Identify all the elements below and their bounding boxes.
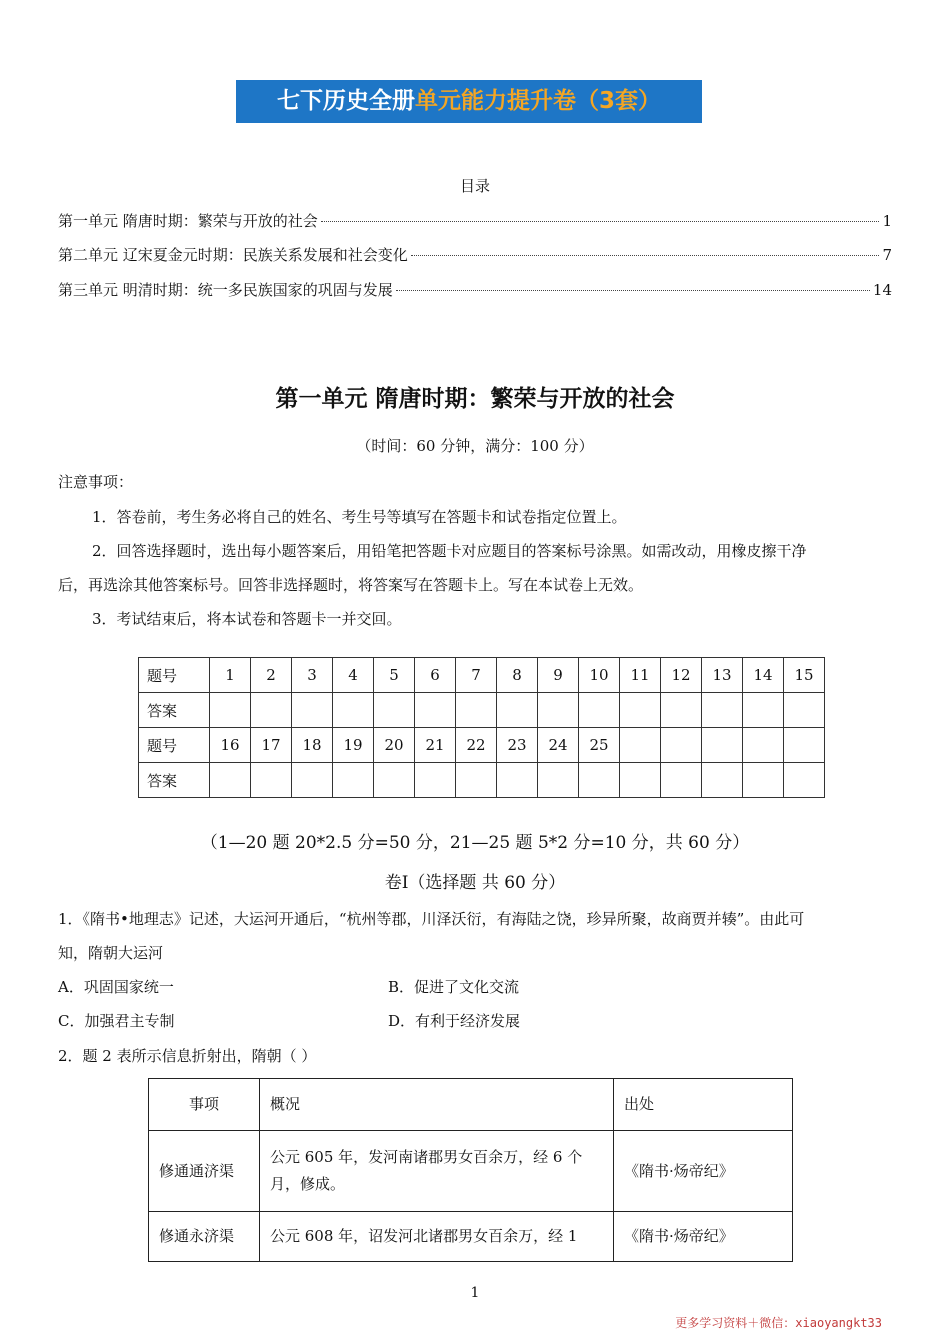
grid-q-num: 24 bbox=[538, 728, 579, 763]
toc-leader bbox=[411, 255, 880, 256]
answer-grid-row-numbers-2 bbox=[139, 728, 825, 763]
grid-q-num bbox=[743, 728, 784, 763]
banner-title-part1: 七下历史全册 bbox=[276, 88, 415, 114]
grid-q-num: 9 bbox=[538, 658, 579, 693]
answer-cell[interactable] bbox=[538, 693, 579, 728]
answer-cell[interactable] bbox=[292, 763, 333, 798]
answer-cell[interactable] bbox=[415, 763, 456, 798]
grid-q-num: 13 bbox=[702, 658, 743, 693]
grid-q-num: 17 bbox=[251, 728, 292, 763]
answer-grid-row-answers-1 bbox=[139, 693, 825, 728]
grid-q-num: 6 bbox=[415, 658, 456, 693]
answer-cell[interactable] bbox=[743, 693, 784, 728]
grid-label-a: 答案 bbox=[139, 763, 210, 798]
answer-cell[interactable] bbox=[784, 763, 825, 798]
toc-item[interactable] bbox=[58, 210, 892, 231]
grid-q-num bbox=[702, 728, 743, 763]
toc-item-page: 1 bbox=[882, 212, 892, 230]
grid-q-num: 19 bbox=[333, 728, 374, 763]
q2-cell-item: 修通永济渠 bbox=[149, 1212, 260, 1262]
footer-text: 更多学习资料＋微信： bbox=[675, 1316, 796, 1330]
grid-q-num: 18 bbox=[292, 728, 333, 763]
footer-wechat-id: xiaoyangkt33 bbox=[795, 1316, 882, 1330]
answer-cell[interactable] bbox=[374, 693, 415, 728]
grid-q-num: 25 bbox=[579, 728, 620, 763]
answer-grid bbox=[138, 657, 825, 798]
grid-q-num: 5 bbox=[374, 658, 415, 693]
unit-title: 第一单元 隋唐时期：繁荣与开放的社会 bbox=[275, 386, 675, 412]
note-1: 1．答卷前，考生务必将自己的姓名、考生号等填写在答题卡和试卷指定位置上。 bbox=[92, 508, 627, 526]
grid-q-num: 4 bbox=[333, 658, 374, 693]
note-2-line-1: 2．回答选择题时，选出每小题答案后，用铅笔把答题卡对应题目的答案标号涂黑。如需改动，用橡皮擦干净 bbox=[92, 542, 807, 560]
toc-item-label: 第一单元 隋唐时期：繁荣与开放的社会 bbox=[58, 212, 318, 230]
answer-cell[interactable] bbox=[497, 693, 538, 728]
grid-q-num: 14 bbox=[743, 658, 784, 693]
table-row bbox=[149, 1212, 793, 1262]
grid-q-num bbox=[661, 728, 702, 763]
q2-col-header: 事项 bbox=[149, 1079, 260, 1131]
answer-cell[interactable] bbox=[456, 763, 497, 798]
answer-cell[interactable] bbox=[210, 763, 251, 798]
q2-col-header: 出处 bbox=[614, 1079, 793, 1131]
q2-cell-source: 《隋书·炀帝纪》 bbox=[614, 1131, 793, 1212]
q1-stem-line-2: 知，隋朝大运河 bbox=[58, 944, 164, 962]
toc-leader bbox=[321, 221, 880, 222]
toc-item-label: 第二单元 辽宋夏金元时期：民族关系发展和社会变化 bbox=[58, 246, 408, 264]
footer-promo bbox=[675, 1314, 882, 1331]
grid-q-num: 11 bbox=[620, 658, 661, 693]
answer-cell[interactable] bbox=[333, 763, 374, 798]
answer-cell[interactable] bbox=[374, 763, 415, 798]
grid-q-num bbox=[620, 728, 661, 763]
q1-option-c[interactable]: C．加强君主专制 bbox=[58, 1012, 175, 1030]
score-breakdown: （1—20 题 20*2.5 分=50 分，21—25 题 5*2 分=10 分，共 60 分） bbox=[200, 833, 750, 853]
answer-cell[interactable] bbox=[497, 763, 538, 798]
answer-cell[interactable] bbox=[210, 693, 251, 728]
grid-q-num: 16 bbox=[210, 728, 251, 763]
answer-cell[interactable] bbox=[251, 693, 292, 728]
answer-cell[interactable] bbox=[620, 693, 661, 728]
answer-cell[interactable] bbox=[743, 763, 784, 798]
q2-col-header: 概况 bbox=[260, 1079, 614, 1131]
answer-cell[interactable] bbox=[415, 693, 456, 728]
grid-q-num: 20 bbox=[374, 728, 415, 763]
toc-leader bbox=[396, 290, 870, 291]
answer-cell[interactable] bbox=[784, 693, 825, 728]
toc-item-page: 14 bbox=[872, 281, 892, 299]
title-banner bbox=[236, 80, 702, 123]
answer-cell[interactable] bbox=[292, 693, 333, 728]
answer-cell[interactable] bbox=[579, 693, 620, 728]
q2-stem: 2．题 2 表所示信息折射出，隋朝（ ） bbox=[58, 1047, 317, 1065]
answer-cell[interactable] bbox=[579, 763, 620, 798]
answer-cell[interactable] bbox=[251, 763, 292, 798]
q2-cell-desc-line: 公元 608 年，诏发河北诸郡男女百余万，经 1 bbox=[270, 1227, 578, 1245]
grid-q-num: 15 bbox=[784, 658, 825, 693]
grid-q-num: 2 bbox=[251, 658, 292, 693]
note-2-line-2: 后，再选涂其他答案标号。回答非选择题时，将答案写在答题卡上。写在本试卷上无效。 bbox=[58, 576, 644, 594]
grid-label-q: 题号 bbox=[139, 728, 210, 763]
q2-cell-desc bbox=[260, 1131, 614, 1212]
answer-cell[interactable] bbox=[702, 763, 743, 798]
grid-label-a: 答案 bbox=[139, 693, 210, 728]
q1-option-a[interactable]: A．巩固国家统一 bbox=[58, 978, 174, 996]
grid-q-num: 21 bbox=[415, 728, 456, 763]
page-number: 1 bbox=[470, 1285, 480, 1301]
answer-cell[interactable] bbox=[538, 763, 579, 798]
q2-cell-item: 修通通济渠 bbox=[149, 1131, 260, 1212]
toc-item[interactable] bbox=[58, 244, 892, 265]
answer-cell[interactable] bbox=[456, 693, 497, 728]
answer-cell[interactable] bbox=[702, 693, 743, 728]
grid-q-num: 7 bbox=[456, 658, 497, 693]
notes-heading: 注意事项： bbox=[58, 473, 134, 491]
grid-q-num: 3 bbox=[292, 658, 333, 693]
answer-cell[interactable] bbox=[620, 763, 661, 798]
answer-cell[interactable] bbox=[661, 763, 702, 798]
answer-cell[interactable] bbox=[333, 693, 374, 728]
grid-label-q: 题号 bbox=[139, 658, 210, 693]
toc-title: 目录 bbox=[459, 177, 490, 195]
q2-info-table bbox=[148, 1078, 793, 1262]
q2-cell-desc-line: 公元 605 年，发河南诸郡男女百余万，经 6 个 bbox=[270, 1148, 583, 1166]
answer-cell[interactable] bbox=[661, 693, 702, 728]
grid-q-num: 1 bbox=[210, 658, 251, 693]
q2-table-header-row bbox=[149, 1079, 793, 1131]
q1-option-d[interactable]: D．有利于经济发展 bbox=[388, 1012, 521, 1030]
q2-cell-desc-line: 月，修成。 bbox=[270, 1175, 346, 1193]
q1-stem-line-1: 1．《隋书•地理志》记述，大运河开通后，“杭州等郡，川泽沃衍，有海陆之饶，珍异所聚，故商贾并辏”。由此可 bbox=[58, 910, 805, 928]
grid-q-num: 22 bbox=[456, 728, 497, 763]
section-title: 卷I（选择题 共 60 分） bbox=[384, 873, 566, 893]
toc-item-page: 7 bbox=[882, 246, 892, 264]
answer-grid-row-answers-2 bbox=[139, 763, 825, 798]
q2-cell-source: 《隋书·炀帝纪》 bbox=[614, 1212, 793, 1262]
toc-item-label: 第三单元 明清时期：统一多民族国家的巩固与发展 bbox=[58, 281, 393, 299]
grid-q-num: 8 bbox=[497, 658, 538, 693]
banner-title-part2: 单元能力提升卷（3套） bbox=[414, 88, 661, 114]
answer-grid-row-numbers-1 bbox=[139, 658, 825, 693]
q2-cell-desc bbox=[260, 1212, 614, 1262]
q1-option-b[interactable]: B．促进了文化交流 bbox=[388, 978, 520, 996]
exam-subtitle: （时间：60 分钟，满分：100 分） bbox=[356, 437, 594, 455]
grid-q-num: 12 bbox=[661, 658, 702, 693]
grid-q-num bbox=[784, 728, 825, 763]
grid-q-num: 10 bbox=[579, 658, 620, 693]
toc-item[interactable] bbox=[58, 279, 892, 300]
table-row bbox=[149, 1131, 793, 1212]
note-3: 3．考试结束后，将本试卷和答题卡一并交回。 bbox=[92, 610, 402, 628]
grid-q-num: 23 bbox=[497, 728, 538, 763]
